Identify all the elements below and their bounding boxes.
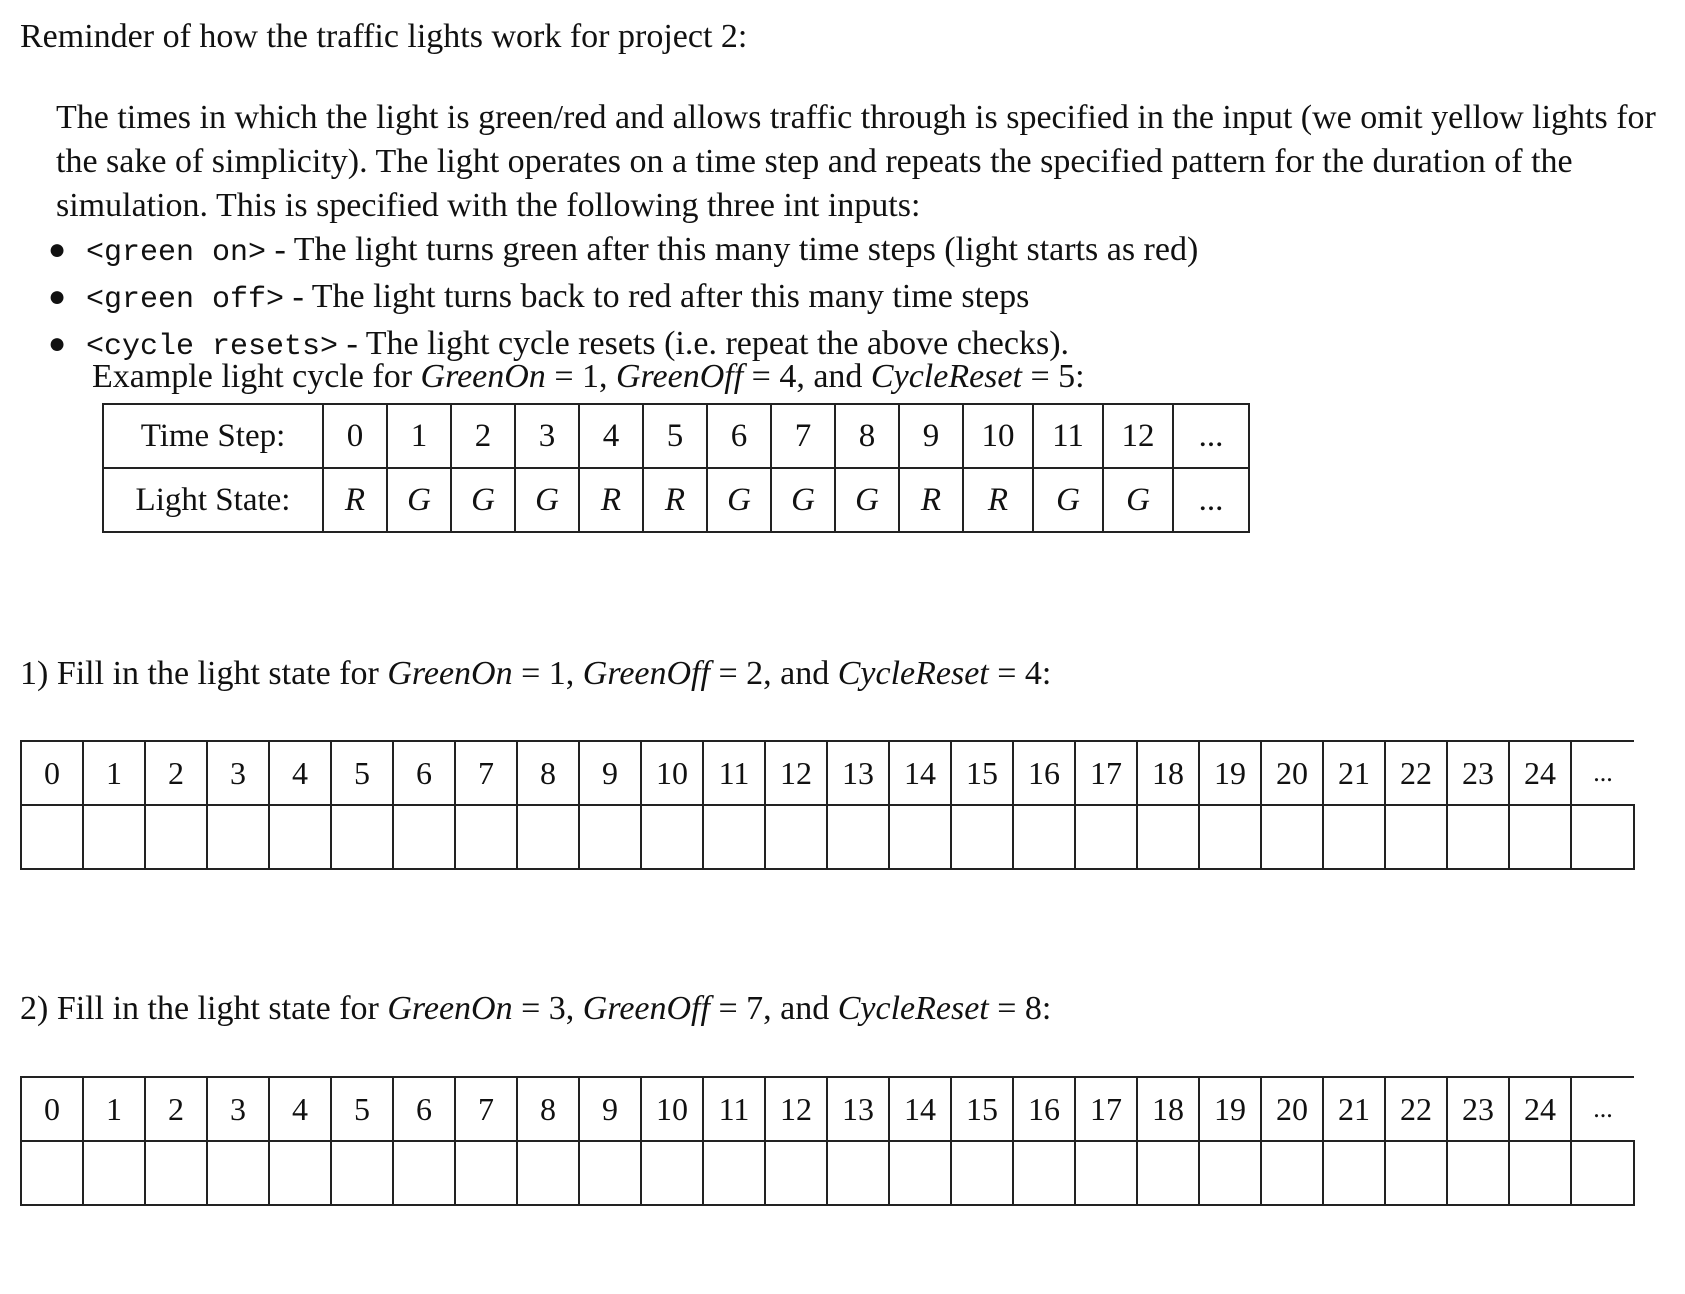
answer-cell[interactable] <box>207 805 269 869</box>
answer-cell[interactable] <box>393 1141 455 1205</box>
bullet-icon: ● <box>48 280 67 313</box>
list-item <box>48 228 1656 275</box>
time-step-cell: 12 <box>1103 404 1173 468</box>
cycle-reset-value: = 4: <box>997 655 1052 692</box>
bullet-icon: ● <box>48 233 67 266</box>
light-state-cell: G <box>771 468 835 532</box>
time-step-cell: 21 <box>1323 741 1385 805</box>
time-step-cell: 23 <box>1447 741 1509 805</box>
answer-cell[interactable] <box>1013 805 1075 869</box>
light-state-cell: G <box>707 468 771 532</box>
time-step-cell: 7 <box>771 404 835 468</box>
answer-cell[interactable] <box>1075 1141 1137 1205</box>
answer-table-1 <box>20 740 1635 870</box>
answer-cell[interactable] <box>765 1141 827 1205</box>
green-off-value: = 2, and <box>718 655 830 692</box>
time-step-cell: 20 <box>1261 741 1323 805</box>
time-step-cell: 22 <box>1385 1077 1447 1141</box>
time-step-cell: 18 <box>1137 741 1199 805</box>
time-step-cell: 10 <box>963 404 1033 468</box>
row-header: Time Step: <box>103 404 323 468</box>
answer-cell[interactable] <box>207 1141 269 1205</box>
answer-cell[interactable] <box>269 1141 331 1205</box>
time-step-cell: 7 <box>455 741 517 805</box>
answer-cell[interactable] <box>331 1141 393 1205</box>
time-step-cell: 0 <box>21 741 83 805</box>
green-on-label: GreenOn <box>420 358 546 395</box>
answer-cell[interactable] <box>83 805 145 869</box>
time-step-cell: 20 <box>1261 1077 1323 1141</box>
time-step-cell: 22 <box>1385 741 1447 805</box>
cycle-reset-label: CycleReset <box>870 358 1022 395</box>
time-step-cell: 11 <box>703 1077 765 1141</box>
answer-cell[interactable] <box>641 1141 703 1205</box>
answer-table-2 <box>20 1076 1635 1206</box>
question-prefix: 1) Fill in the light state for <box>20 655 388 692</box>
answer-cell[interactable] <box>703 1141 765 1205</box>
answer-cell[interactable] <box>1509 805 1571 869</box>
time-step-cell: 13 <box>827 741 889 805</box>
answer-cell[interactable] <box>1323 1141 1385 1205</box>
time-step-cell: 4 <box>269 741 331 805</box>
time-step-cell: 4 <box>579 404 643 468</box>
time-step-cell: 3 <box>207 1077 269 1141</box>
question-prefix: 2) Fill in the light state for <box>20 990 388 1027</box>
time-step-cell: 13 <box>827 1077 889 1141</box>
answer-cell[interactable] <box>145 805 207 869</box>
time-step-cell: 16 <box>1013 1077 1075 1141</box>
time-step-cell: 17 <box>1075 1077 1137 1141</box>
answer-cell[interactable] <box>21 1141 83 1205</box>
time-step-cell: 23 <box>1447 1077 1509 1141</box>
caption-text: Example light cycle for <box>92 358 421 395</box>
answer-cell[interactable] <box>1261 805 1323 869</box>
intro-paragraph: The times in which the light is green/red and allows traffic through is specified in the input (we omit yellow lights for the sake of simplicity). The light operates on a time step and repeats the specified pattern for the duration of the simulation. This is specified with the following three int inputs: <box>56 99 1656 224</box>
answer-cell[interactable] <box>1261 1141 1323 1205</box>
time-step-cell: 8 <box>517 1077 579 1141</box>
answer-cell[interactable] <box>579 805 641 869</box>
input-description: - The light turns green after this many time steps (light starts as red) <box>266 231 1199 268</box>
answer-cell[interactable] <box>269 805 331 869</box>
answer-cell[interactable] <box>331 805 393 869</box>
time-step-cell: 12 <box>765 1077 827 1141</box>
time-step-cell: 5 <box>643 404 707 468</box>
answer-cell[interactable] <box>703 805 765 869</box>
light-state-cell: G <box>1033 468 1103 532</box>
time-step-row <box>21 741 1634 805</box>
input-description: - The light turns back to red after this many time steps <box>284 278 1030 315</box>
answer-cell[interactable] <box>455 1141 517 1205</box>
time-step-cell: 1 <box>387 404 451 468</box>
answer-cell[interactable] <box>21 805 83 869</box>
green-off-value: = 4, and <box>751 358 863 395</box>
answer-row <box>21 805 1634 869</box>
time-step-cell: 11 <box>703 741 765 805</box>
question-2 <box>20 990 1051 1028</box>
input-code: <green off> <box>86 283 285 317</box>
ellipsis-cell: ... <box>1173 468 1249 532</box>
answer-cell[interactable] <box>1447 805 1509 869</box>
time-step-cell: 17 <box>1075 741 1137 805</box>
time-step-cell: 7 <box>455 1077 517 1141</box>
light-state-cell: G <box>451 468 515 532</box>
light-state-cell: G <box>387 468 451 532</box>
time-step-cell: 8 <box>517 741 579 805</box>
answer-cell[interactable] <box>579 1141 641 1205</box>
question-1 <box>20 655 1051 693</box>
answer-cell[interactable] <box>1323 805 1385 869</box>
answer-cell[interactable] <box>641 805 703 869</box>
time-step-row <box>21 1077 1634 1141</box>
answer-cell[interactable] <box>765 805 827 869</box>
input-list <box>48 228 1656 369</box>
time-step-cell: 2 <box>451 404 515 468</box>
time-step-cell: 21 <box>1323 1077 1385 1141</box>
answer-cell[interactable] <box>83 1141 145 1205</box>
time-step-cell: 2 <box>145 1077 207 1141</box>
answer-cell[interactable] <box>889 1141 951 1205</box>
green-on-label: GreenOn <box>387 990 513 1027</box>
time-step-cell: 1 <box>83 1077 145 1141</box>
time-step-cell: 4 <box>269 1077 331 1141</box>
time-step-row <box>103 404 1249 468</box>
time-step-cell: 9 <box>579 741 641 805</box>
time-step-cell: 24 <box>1509 741 1571 805</box>
time-step-cell: 3 <box>207 741 269 805</box>
time-step-cell: 24 <box>1509 1077 1571 1141</box>
green-on-label: GreenOn <box>387 655 513 692</box>
green-off-value: = 7, and <box>718 990 830 1027</box>
answer-cell[interactable] <box>827 1141 889 1205</box>
green-off-label: GreenOff <box>582 990 710 1027</box>
time-step-cell: 6 <box>707 404 771 468</box>
light-state-cell: R <box>323 468 387 532</box>
time-step-cell: 5 <box>331 1077 393 1141</box>
time-step-cell: 10 <box>641 741 703 805</box>
time-step-cell: 11 <box>1033 404 1103 468</box>
answer-cell[interactable] <box>393 805 455 869</box>
time-step-cell: 0 <box>21 1077 83 1141</box>
time-step-cell: 12 <box>765 741 827 805</box>
answer-cell[interactable] <box>1075 805 1137 869</box>
time-step-cell: 5 <box>331 741 393 805</box>
time-step-cell: 1 <box>83 741 145 805</box>
cycle-reset-value: = 5: <box>1030 358 1085 395</box>
time-step-cell: 14 <box>889 1077 951 1141</box>
intro-section <box>48 96 1656 369</box>
light-state-cell: G <box>515 468 579 532</box>
answer-cell[interactable] <box>517 805 579 869</box>
answer-cell[interactable] <box>827 805 889 869</box>
time-step-cell: 3 <box>515 404 579 468</box>
answer-cell[interactable] <box>517 1141 579 1205</box>
bullet-icon: ● <box>48 327 67 360</box>
ellipsis-cell: ... <box>1571 1077 1634 1141</box>
time-step-cell: 0 <box>323 404 387 468</box>
green-off-label: GreenOff <box>616 358 744 395</box>
light-state-cell: R <box>643 468 707 532</box>
light-state-row <box>103 468 1249 532</box>
example-table <box>102 403 1250 533</box>
cycle-reset-value: = 8: <box>997 990 1052 1027</box>
answer-cell[interactable] <box>1571 805 1634 869</box>
answer-cell[interactable] <box>455 805 517 869</box>
time-step-cell: 8 <box>835 404 899 468</box>
list-item <box>48 275 1656 322</box>
row-header: Light State: <box>103 468 323 532</box>
time-step-cell: 18 <box>1137 1077 1199 1141</box>
light-state-cell: R <box>579 468 643 532</box>
answer-cell[interactable] <box>1137 1141 1199 1205</box>
page-title: Reminder of how the traffic lights work for project 2: <box>20 18 748 55</box>
input-description: - The light cycle resets (i.e. repeat the above checks). <box>338 325 1070 362</box>
answer-cell[interactable] <box>1571 1141 1634 1205</box>
answer-cell[interactable] <box>1199 805 1261 869</box>
time-step-cell: 14 <box>889 741 951 805</box>
ellipsis-cell: ... <box>1571 741 1634 805</box>
cycle-reset-label: CycleReset <box>837 655 989 692</box>
answer-cell[interactable] <box>889 805 951 869</box>
answer-cell[interactable] <box>1447 1141 1509 1205</box>
light-state-cell: R <box>963 468 1033 532</box>
answer-row <box>21 1141 1634 1205</box>
cycle-reset-label: CycleReset <box>837 990 989 1027</box>
green-off-label: GreenOff <box>582 655 710 692</box>
answer-cell[interactable] <box>1013 1141 1075 1205</box>
time-step-cell: 15 <box>951 1077 1013 1141</box>
time-step-cell: 10 <box>641 1077 703 1141</box>
light-state-cell: G <box>835 468 899 532</box>
answer-cell[interactable] <box>1509 1141 1571 1205</box>
answer-cell[interactable] <box>145 1141 207 1205</box>
answer-cell[interactable] <box>951 1141 1013 1205</box>
time-step-cell: 2 <box>145 741 207 805</box>
green-on-value: = 3, <box>521 990 575 1027</box>
input-code: <green on> <box>86 236 267 270</box>
answer-cell[interactable] <box>1199 1141 1261 1205</box>
green-on-value: = 1, <box>554 358 608 395</box>
green-on-value: = 1, <box>521 655 575 692</box>
time-step-cell: 6 <box>393 741 455 805</box>
answer-cell[interactable] <box>1385 1141 1447 1205</box>
time-step-cell: 19 <box>1199 741 1261 805</box>
example-caption <box>92 358 1085 396</box>
time-step-cell: 9 <box>579 1077 641 1141</box>
input-code: <cycle resets> <box>86 330 339 364</box>
time-step-cell: 6 <box>393 1077 455 1141</box>
answer-cell[interactable] <box>951 805 1013 869</box>
light-state-cell: R <box>899 468 963 532</box>
time-step-cell: 19 <box>1199 1077 1261 1141</box>
time-step-cell: 16 <box>1013 741 1075 805</box>
ellipsis-cell: ... <box>1173 404 1249 468</box>
answer-cell[interactable] <box>1385 805 1447 869</box>
time-step-cell: 9 <box>899 404 963 468</box>
time-step-cell: 15 <box>951 741 1013 805</box>
answer-cell[interactable] <box>1137 805 1199 869</box>
light-state-cell: G <box>1103 468 1173 532</box>
